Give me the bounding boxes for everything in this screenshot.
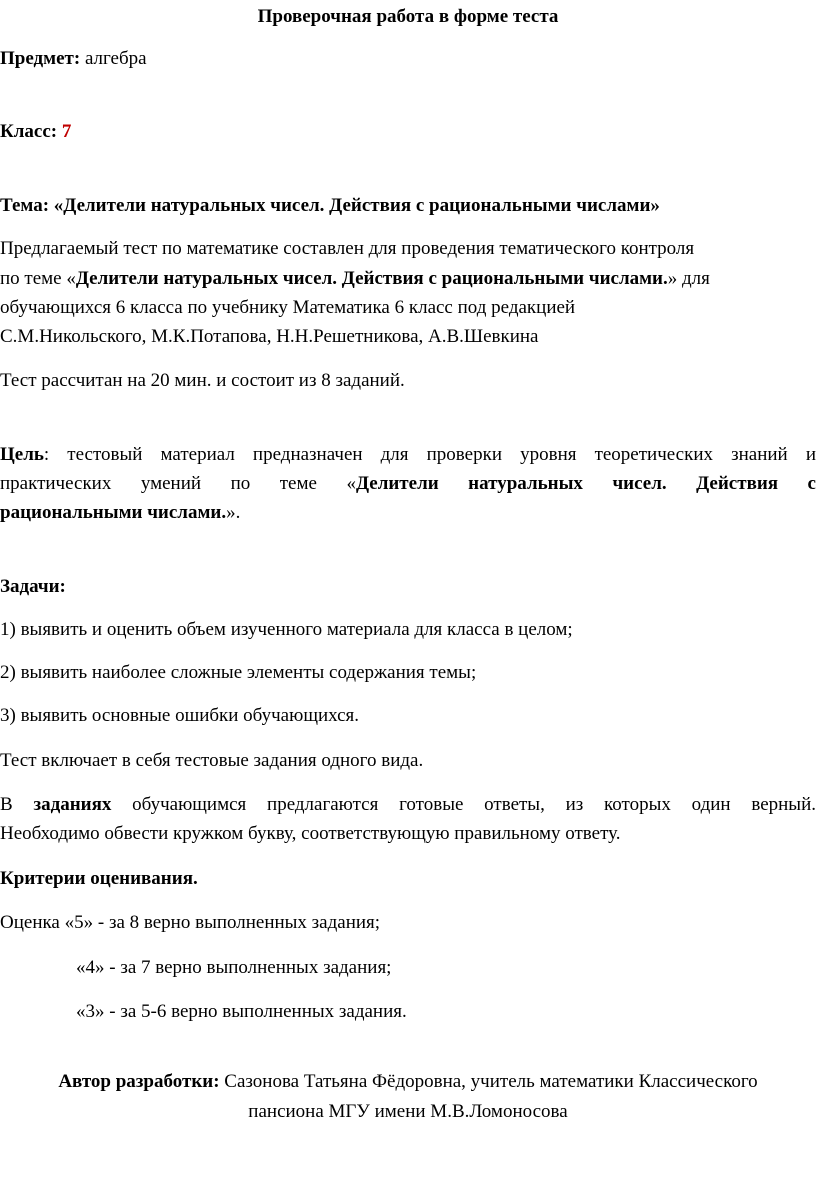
criteria-heading: Критерии оценивания. bbox=[0, 868, 198, 889]
instructions-bold: заданиях bbox=[33, 794, 112, 815]
subject-line bbox=[0, 44, 147, 74]
goal-line-2 bbox=[0, 469, 816, 499]
instructions-line-2: Необходимо обвести кружком букву, соответствующую правильному ответу. bbox=[0, 823, 621, 844]
author-line-2: пансиона МГУ имени М.В.Ломоносова bbox=[248, 1101, 568, 1122]
test-type-line: Тест включает в себя тестовые задания одного вида. bbox=[0, 750, 424, 771]
document-title: Проверочная работа в форме теста bbox=[257, 6, 559, 27]
goal-line-3 bbox=[0, 498, 240, 528]
goal-line-1 bbox=[0, 440, 816, 470]
grade-label: Класс: bbox=[0, 121, 58, 142]
intro-line-4: С.М.Никольского, М.К.Потапова, Н.Н.Решетникова, А.В.Шевкина bbox=[0, 326, 539, 347]
grade-line bbox=[0, 117, 71, 147]
criteria-item-5: Оценка «5» - за 8 верно выполненных задания; bbox=[0, 912, 381, 933]
author-line-1 bbox=[0, 1067, 816, 1097]
task-item-2: 2) выявить наиболее сложные элементы содержания темы; bbox=[0, 662, 477, 683]
goal-line-1-text: : тестовый материал предназначен для проверки уровня теоретических знаний и bbox=[43, 444, 816, 465]
goal-topic-bold-end: рациональными числами. bbox=[0, 502, 227, 523]
goal-line-3-post: ». bbox=[226, 502, 241, 523]
subject-label: Предмет: bbox=[0, 48, 81, 69]
task-item-3: 3) выявить основные ошибки обучающихся. bbox=[0, 705, 359, 726]
goal-line-2-pre: практических умений по теме « bbox=[0, 473, 356, 494]
goal-label: Цель bbox=[0, 444, 44, 465]
author-label: Автор разработки: bbox=[58, 1071, 220, 1092]
intro-line-2-pre: по теме « bbox=[0, 268, 76, 289]
grade-value: 7 bbox=[57, 121, 72, 142]
topic-line: Тема: «Делители натуральных чисел. Действия с рациональными числами» bbox=[0, 195, 660, 216]
criteria-item-4: «4» - за 7 верно выполненных задания; bbox=[76, 957, 392, 978]
intro-line-1: Предлагаемый тест по математике составлен для проведения тематического контроля bbox=[0, 238, 695, 259]
instructions-line-1-post: обучающимся предлагаются готовые ответы, из которых один верный. bbox=[111, 794, 816, 815]
task-item-1: 1) выявить и оценить объем изученного материала для класса в целом; bbox=[0, 619, 573, 640]
tasks-heading: Задачи: bbox=[0, 576, 66, 597]
goal-topic-bold: Делители натуральных чисел. Действия с bbox=[355, 473, 816, 494]
intro-topic-bold: Делители натуральных чисел. Действия с рациональными числами. bbox=[75, 268, 668, 289]
instructions-pre: В bbox=[0, 794, 34, 815]
intro-line-2-post: » для bbox=[667, 268, 710, 289]
criteria-item-3: «3» - за 5-6 верно выполненных задания. bbox=[76, 1001, 407, 1022]
duration-line: Тест рассчитан на 20 мин. и состоит из 8 заданий. bbox=[0, 370, 405, 391]
author-line-1-text: Сазонова Татьяна Фёдоровна, учитель математики Классического bbox=[219, 1071, 758, 1092]
intro-line-2 bbox=[0, 264, 710, 294]
intro-line-3: обучающихся 6 класса по учебнику Математика 6 класс под редакцией bbox=[0, 297, 576, 318]
instructions-line-1 bbox=[0, 790, 816, 820]
subject-value: алгебра bbox=[80, 48, 147, 69]
